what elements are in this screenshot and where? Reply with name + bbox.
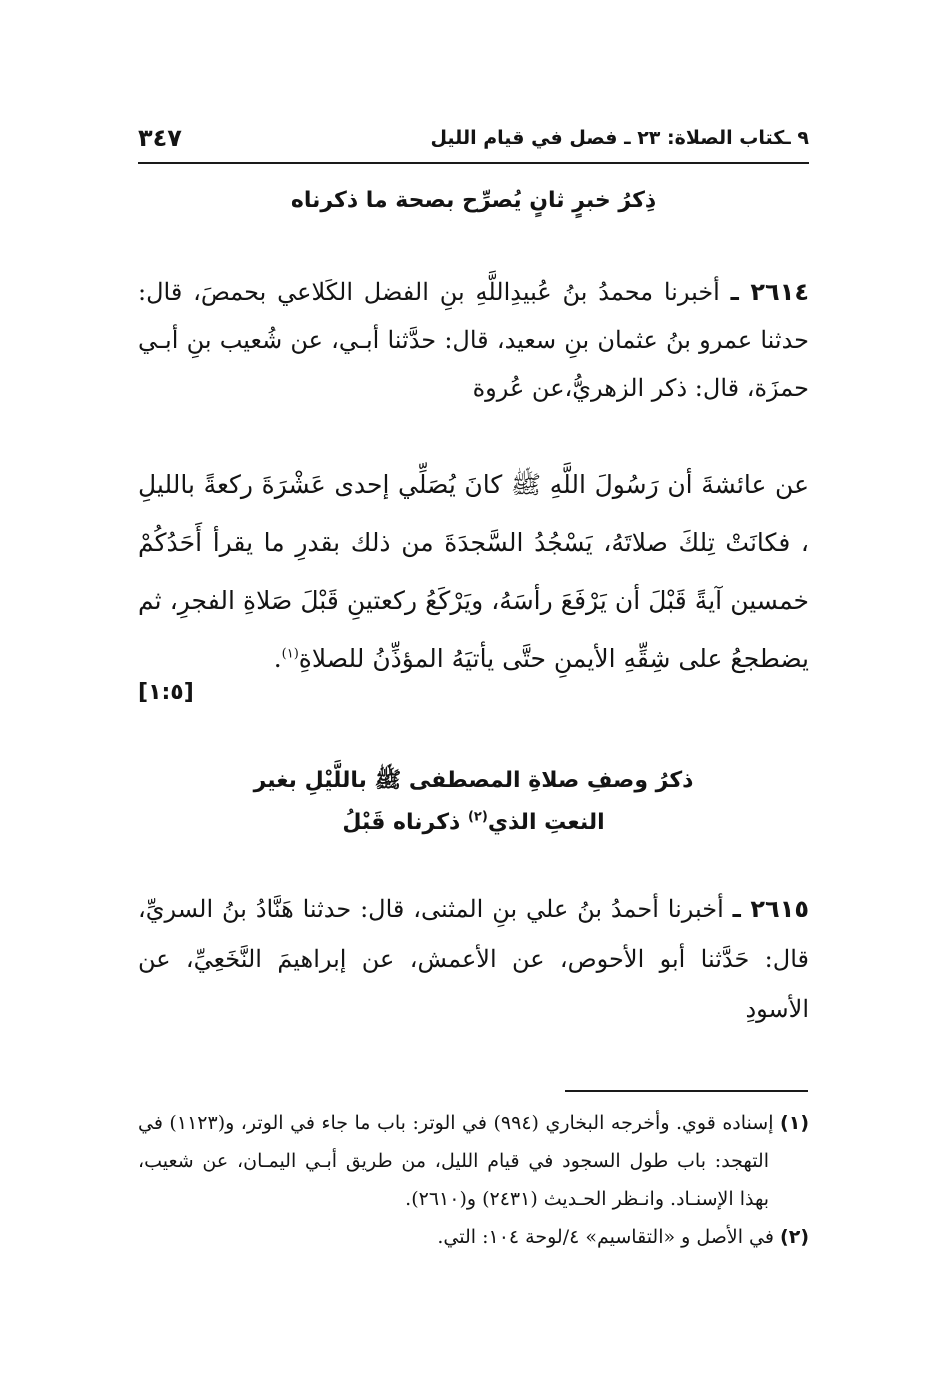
heading-line-1: ذكرُ وصفِ صلاةِ المصطفى ﷺ باللَّيْلِ بغير <box>253 768 694 793</box>
heading-text: النعتِ الذي <box>487 810 605 835</box>
page-header <box>138 118 809 158</box>
page-number: ٣٤٧ <box>138 124 182 152</box>
footnotes <box>138 1104 809 1256</box>
footnote-text: إسناده قوي. وأخرجه البخاري (٩٩٤) في الوتر: باب ما جاء في الوتر، و(١١٢٣) في التهجد: باب طول السجود في قيام الليل، من طريق أبـي اليمـان، عن شعيب، بهذا الإسنـاد. وانـظر الحـديث (٢٤٣١) و(٢٦١٠). <box>138 1112 774 1210</box>
heading-text: ذكرناه قَبْلُ <box>342 810 468 835</box>
footnote-mark: (٢) <box>467 809 488 825</box>
hadith-2614-isnad <box>138 268 809 412</box>
header-rule <box>138 162 809 164</box>
footnote-1 <box>138 1104 809 1218</box>
footnote-rule <box>565 1090 808 1092</box>
isnad-text: أخبرنا أحمدُ بنُ علي بنِ المثنى، قال: حدثنا هَنَّادُ بنُ السريِّ، قال: حَدَّثنا أبو الأحوص، عن الأعمش، عن إبراهيمَ النَّخَعِيِّ، عن الأسودِ <box>138 895 809 1023</box>
section-heading-1: ذِكرُ خبرٍ ثانٍ يُصرِّح بصحة ما ذكرناه <box>290 188 657 213</box>
hadith-2615-isnad <box>138 884 809 1034</box>
footnote-text: في الأصل و «التقاسيم» ٤/لوحة ١٠٤: التي. <box>437 1226 774 1248</box>
running-head: ٩ ـكتاب الصلاة: ٢٣ ـ فصل في قيام الليل <box>430 127 809 149</box>
matn-text: عن عائشةَ أن رَسُولَ اللَّهِ ﷺ كانَ يُصَلِّي إحدى عَشْرَةَ ركعةً بالليلِ ، فكانَتْ تِلكَ صلاتَهُ، يَسْجُدُ السَّجدَةَ من ذلك بقدرِ ما يقرأ أَحَدُكُمْ خمسين آيةً قَبْلَ أن يَرْفَعَ رأسَهُ، ويَرْكَعُ ركعتينِ قَبْلَ صَلاةِ الفجرِ، ثم يضطجعُ على شِقِّهِ الأيمنِ حتَّى يأتيَهُ المؤذِّنُ للصلاةِ <box>138 470 809 673</box>
footnote-mark: (١) <box>281 646 299 662</box>
hadith-number: ٢٦١٤ ـ <box>730 278 809 306</box>
section-heading-2 <box>138 760 809 844</box>
footnote-marker: (٢) <box>780 1226 809 1248</box>
footnote-marker: (١) <box>780 1112 809 1134</box>
heading-line-2 <box>138 802 809 844</box>
matn-end: . <box>273 644 282 673</box>
isnad-text: أخبرنا محمدُ بنُ عُبيدِاللَّهِ بنِ الفضل الكَلاعي بحمصَ، قال: حدثنا عمرو بنُ عثمان بنِ سعيد، قال: حدَّثنا أبـي، عن شُعيب بنِ أبـي حمزَة، قال: ذكر الزهريُّ،عن عُروة <box>138 278 809 402</box>
source-reference: [١:٥] <box>138 680 194 705</box>
hadith-number: ٢٦١٥ ـ <box>732 895 809 923</box>
hadith-2614-matn <box>138 456 809 688</box>
footnote-2 <box>138 1218 809 1256</box>
